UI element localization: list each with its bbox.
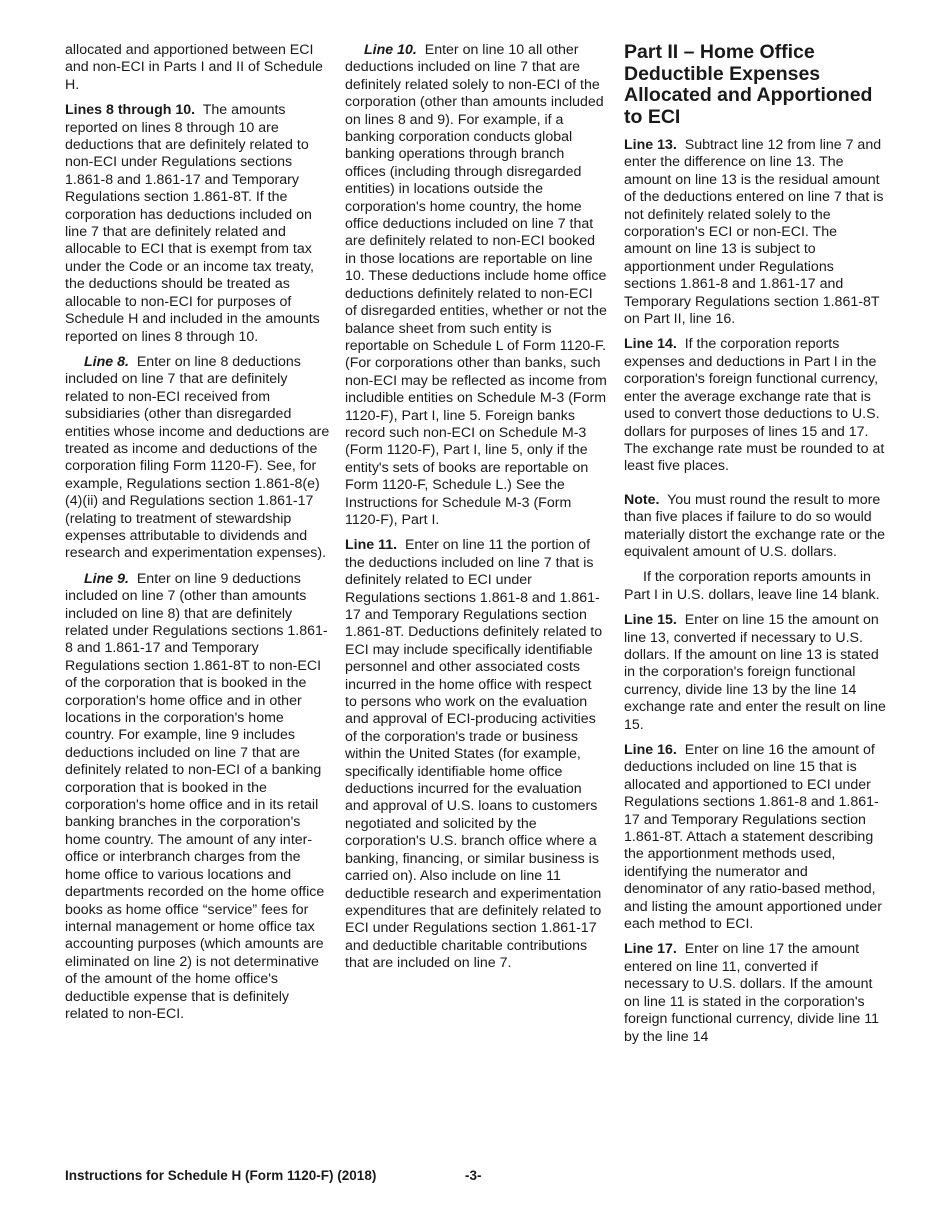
paragraph-heading: Line 9. <box>84 570 129 587</box>
paragraph-line-14 <box>624 336 886 475</box>
paragraph-text: If the corporation reports expenses and deductions in Part I in the corporation's foreign functional currency, enter the average exchange rate that is used to convert those deductions to U.S. dollars for purposes of lines 15 and 17. The exchange rate must be rounded to at least five places. <box>624 336 885 475</box>
paragraph-heading: Line 15. <box>624 612 677 629</box>
column-1 <box>65 42 330 1031</box>
paragraph-text: The amounts reported on lines 8 through 10 are deductions that are definitely related to non-ECI under Regulations sections 1.861-8 and 1.861-17 and Temporary Regulations section 1.861-8T. If the corporation has deductions included on line 7 that are definitely related and allocable to ECI that is exempt from tax under the Code or an income tax treaty, the deductions should be treated as allocable to non-ECI for purposes of Schedule H and included in the amounts reported on lines 8 through 10. <box>65 102 320 345</box>
column-2 <box>345 42 607 981</box>
section-heading-part-ii: Part II – Home Office Deductible Expenses Allocated and Apportioned to ECI <box>624 41 873 128</box>
paragraph-line-9 <box>65 571 330 1024</box>
paragraph-heading: Line 13. <box>624 137 677 153</box>
paragraph-intro: allocated and apportioned between ECI and non-ECI in Parts I and II of Schedule H. <box>65 42 323 93</box>
paragraph-line-8 <box>65 354 330 563</box>
paragraph-line-10 <box>345 42 607 529</box>
paragraph-lines-8-10 <box>65 102 330 346</box>
paragraph-line-16 <box>624 742 886 933</box>
paragraph-text: Enter on line 17 the amount entered on line 11, converted if necessary to U.S. dollars. If the amount on line 11 is stated in the corporation's foreign functional currency, divide line 11 by the line 14 <box>624 941 879 1045</box>
paragraph-heading: Line 17. <box>624 941 677 958</box>
paragraph-line-17 <box>624 941 886 1045</box>
paragraph-line-15 <box>624 612 886 734</box>
paragraph-text: Enter on line 11 the portion of the deductions included on line 7 that is definitely related to ECI under Regulations sections 1.861-8 and 1.861-17 and Temporary Regulations section 1.861-8T. Deductions definitely related to ECI may include specifically identifiable personnel and other associated costs incurred in the home office with respect to persons who work on the evaluation and approval of ECI-producing activities of the corporation's trade or business within the United States (for example, specifically identifiable home office deductions incurred for the evaluation and approval of U.S. loans to customers negotiated and solicited by the corporation's U.S. branch office where a banking, financing, or similar business is carried on). Also include on line 11 deductible research and experimentation expenditures that are definitely related to ECI under Regulations section 1.861-17 and deductible charitable contributions that are included on line 7. <box>345 537 603 972</box>
paragraph-text: Subtract line 12 from line 7 and enter the difference on line 13. The amount on line 13 is the residual amount of the deductions entered on line 7 that is not definitely related solely to the corporation's ECI or non-ECI. The amount on line 13 is subject to apportionment under Regulations sections 1.861-8 and 1.861-17 and Temporary Regulations section 1.861-8T on Part II, line 16. <box>624 137 884 328</box>
paragraph-line-11 <box>345 537 607 972</box>
paragraph-heading: Note. <box>624 491 660 508</box>
paragraph-heading: Line 10. <box>364 42 417 58</box>
page-number: -3- <box>465 1168 482 1183</box>
paragraph-heading: Line 14. <box>624 336 677 353</box>
column-3 <box>624 42 886 1054</box>
paragraph-line-13 <box>624 137 886 328</box>
paragraph-text: Enter on line 16 the amount of deductions included on line 15 that is allocated and apportioned to ECI under Regulations sections 1.861-8 and 1.861-17 and Temporary Regulations section 1.861-8T. Attach a statement describing the apportionment methods used, identifying the numerator and denominator of any ratio-based method, and listing the amount apportioned under each method to ECI. <box>624 742 882 933</box>
paragraph-note-continued: If the corporation reports amounts in Part I in U.S. dollars, leave line 14 blank. <box>624 569 880 603</box>
page-footer <box>65 1168 885 1183</box>
paragraph-text: Enter on line 9 deductions included on line 7 (other than amounts included on line 8) that are definitely related under Regulations sections 1.861-8 and 1.861-17 and Temporary Regulations section 1.861-8T to non-ECI of the corporation that is booked in the corporation's home office and in other locations in the corporation's home country. For example, line 9 includes deductions included on line 7 that are definitely related to non-ECI of a banking corporation that is booked in the corporation's home office and in its retail banking branches in the corporation's home country. The amount of any inter-office or interbranch charges from the home office to various locations and departments recorded on the home office books as home office “service” fees for internal management or home office tax accounting purposes (which amounts are eliminated on line 2) is not determinative of the amount of the home office's deductible expense that is definitely related to non-ECI. <box>65 570 328 1022</box>
paragraph-text: Enter on line 8 deductions included on line 7 that are definitely related to non-ECI received from subsidiaries (other than disregarded entities whose income and deductions are treated as income and deductions of the corporation filing Form 1120-F). See, for example, Regulations section 1.861-8(e)(4)(ii) and Regulations section 1.861-17 (relating to treatment of stewardship expenses attributable to dividends and research and experimentation expenses). <box>65 353 330 562</box>
paragraph-text: You must round the result to more than five places if failure to do so would materially distort the exchange rate or the equivalent amount of U.S. dollars. <box>624 491 886 560</box>
paragraph-heading: Lines 8 through 10. <box>65 102 196 119</box>
paragraph-note <box>624 492 886 562</box>
paragraph-text: Enter on line 10 all other deductions included on line 7 that are definitely related solely to non-ECI of the corporation (other than amounts included on lines 8 and 9). For example, if a banking corporation conducts global banking operations through branch offices (including through disregarded entities) in locations outside the corporation's home country, the home office deductions included on line 7 that are definitely related to non-ECI booked in those locations are reportable on line 10. These deductions include home office deductions definitely related to non-ECI of disregarded entities, whether or not the balance sheet from such entity is reportable on Schedule L of Form 1120-F. (For corporations other than banks, such non-ECI may be reflected as income from includible entities on Schedule M-3 (Form 1120-F), Part I, line 5. Foreign banks record such non-ECI on Schedule M-3 (Form 1120-F), Part I, line 5, only if the entity's sets of books are reportable on Form 1120-F, Schedule L.) See the Instructions for Schedule M-3 (Form 1120-F), Part I. <box>345 42 607 528</box>
paragraph-heading: Line 16. <box>624 742 677 758</box>
paragraph-heading: Line 8. <box>84 353 129 370</box>
paragraph-heading: Line 11. <box>345 537 398 554</box>
paragraph-text: Enter on line 15 the amount on line 13, converted if necessary to U.S. dollars. If the amount on line 13 is stated in the corporation's foreign functional currency, divide line 13 by the line 14 exchange rate and enter the result on line 15. <box>624 612 886 733</box>
footer-title: Instructions for Schedule H (Form 1120-F) (2018) <box>65 1168 377 1183</box>
